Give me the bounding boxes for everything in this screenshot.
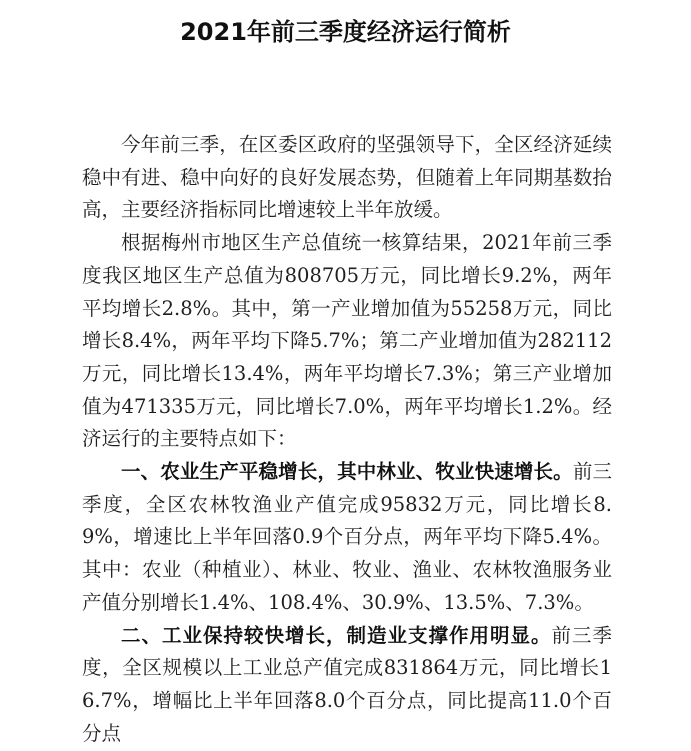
section-heading-agriculture: 一、农业生产平稳增长，其中林业、牧业快速增长。 bbox=[121, 460, 573, 484]
paragraph-industry bbox=[82, 620, 612, 751]
paragraph-text: 今年前三季，在区委区政府的坚强领导下，全区经济延续稳中有进、稳中向好的良好发展态势，但随着上年同期基数抬高，主要经济指标同比增速较上半年放缓。 bbox=[82, 133, 612, 222]
paragraph-text: 前三季度，全区农林牧渔业产值完成95832万元，同比增长8.9%，增速比上半年回落0.9个百分点，两年平均下降5.4%。其中：农业（种植业）、林业、牧业、渔业、农林牧渔服务业产值分别增长1.4%、108.4%、30.9%、13.5%、7.3%。 bbox=[82, 460, 612, 614]
paragraph-text: 根据梅州市地区生产总值统一核算结果，2021年前三季度我区地区生产总值为808705万元，同比增长9.2%，两年平均增长2.8%。其中，第一产业增加值为55258万元，同比增长8.4%，两年平均下降5.7%；第二产业增加值为282112万元，同比增长13.4%，两年平均增长7.3%；第三产业增加值为471335万元，同比增长7.0%，两年平均增长1.2%。经济运行的主要特点如下： bbox=[82, 231, 612, 451]
paragraph-text: 前三季度，全区规模以上工业总产值完成831864万元，同比增长16.7%，增幅比上半年回落8.0个百分点，同比提高11.0个百分点 bbox=[82, 623, 612, 745]
paragraph-agriculture bbox=[82, 456, 612, 620]
paragraph-gdp bbox=[82, 227, 612, 456]
document-body bbox=[82, 129, 612, 750]
paragraph-intro bbox=[82, 129, 612, 227]
document-title: 2021年前三季度经济运行简析 bbox=[180, 18, 511, 46]
section-heading-industry: 二、工业保持较快增长，制造业支撑作用明显。 bbox=[121, 623, 552, 647]
